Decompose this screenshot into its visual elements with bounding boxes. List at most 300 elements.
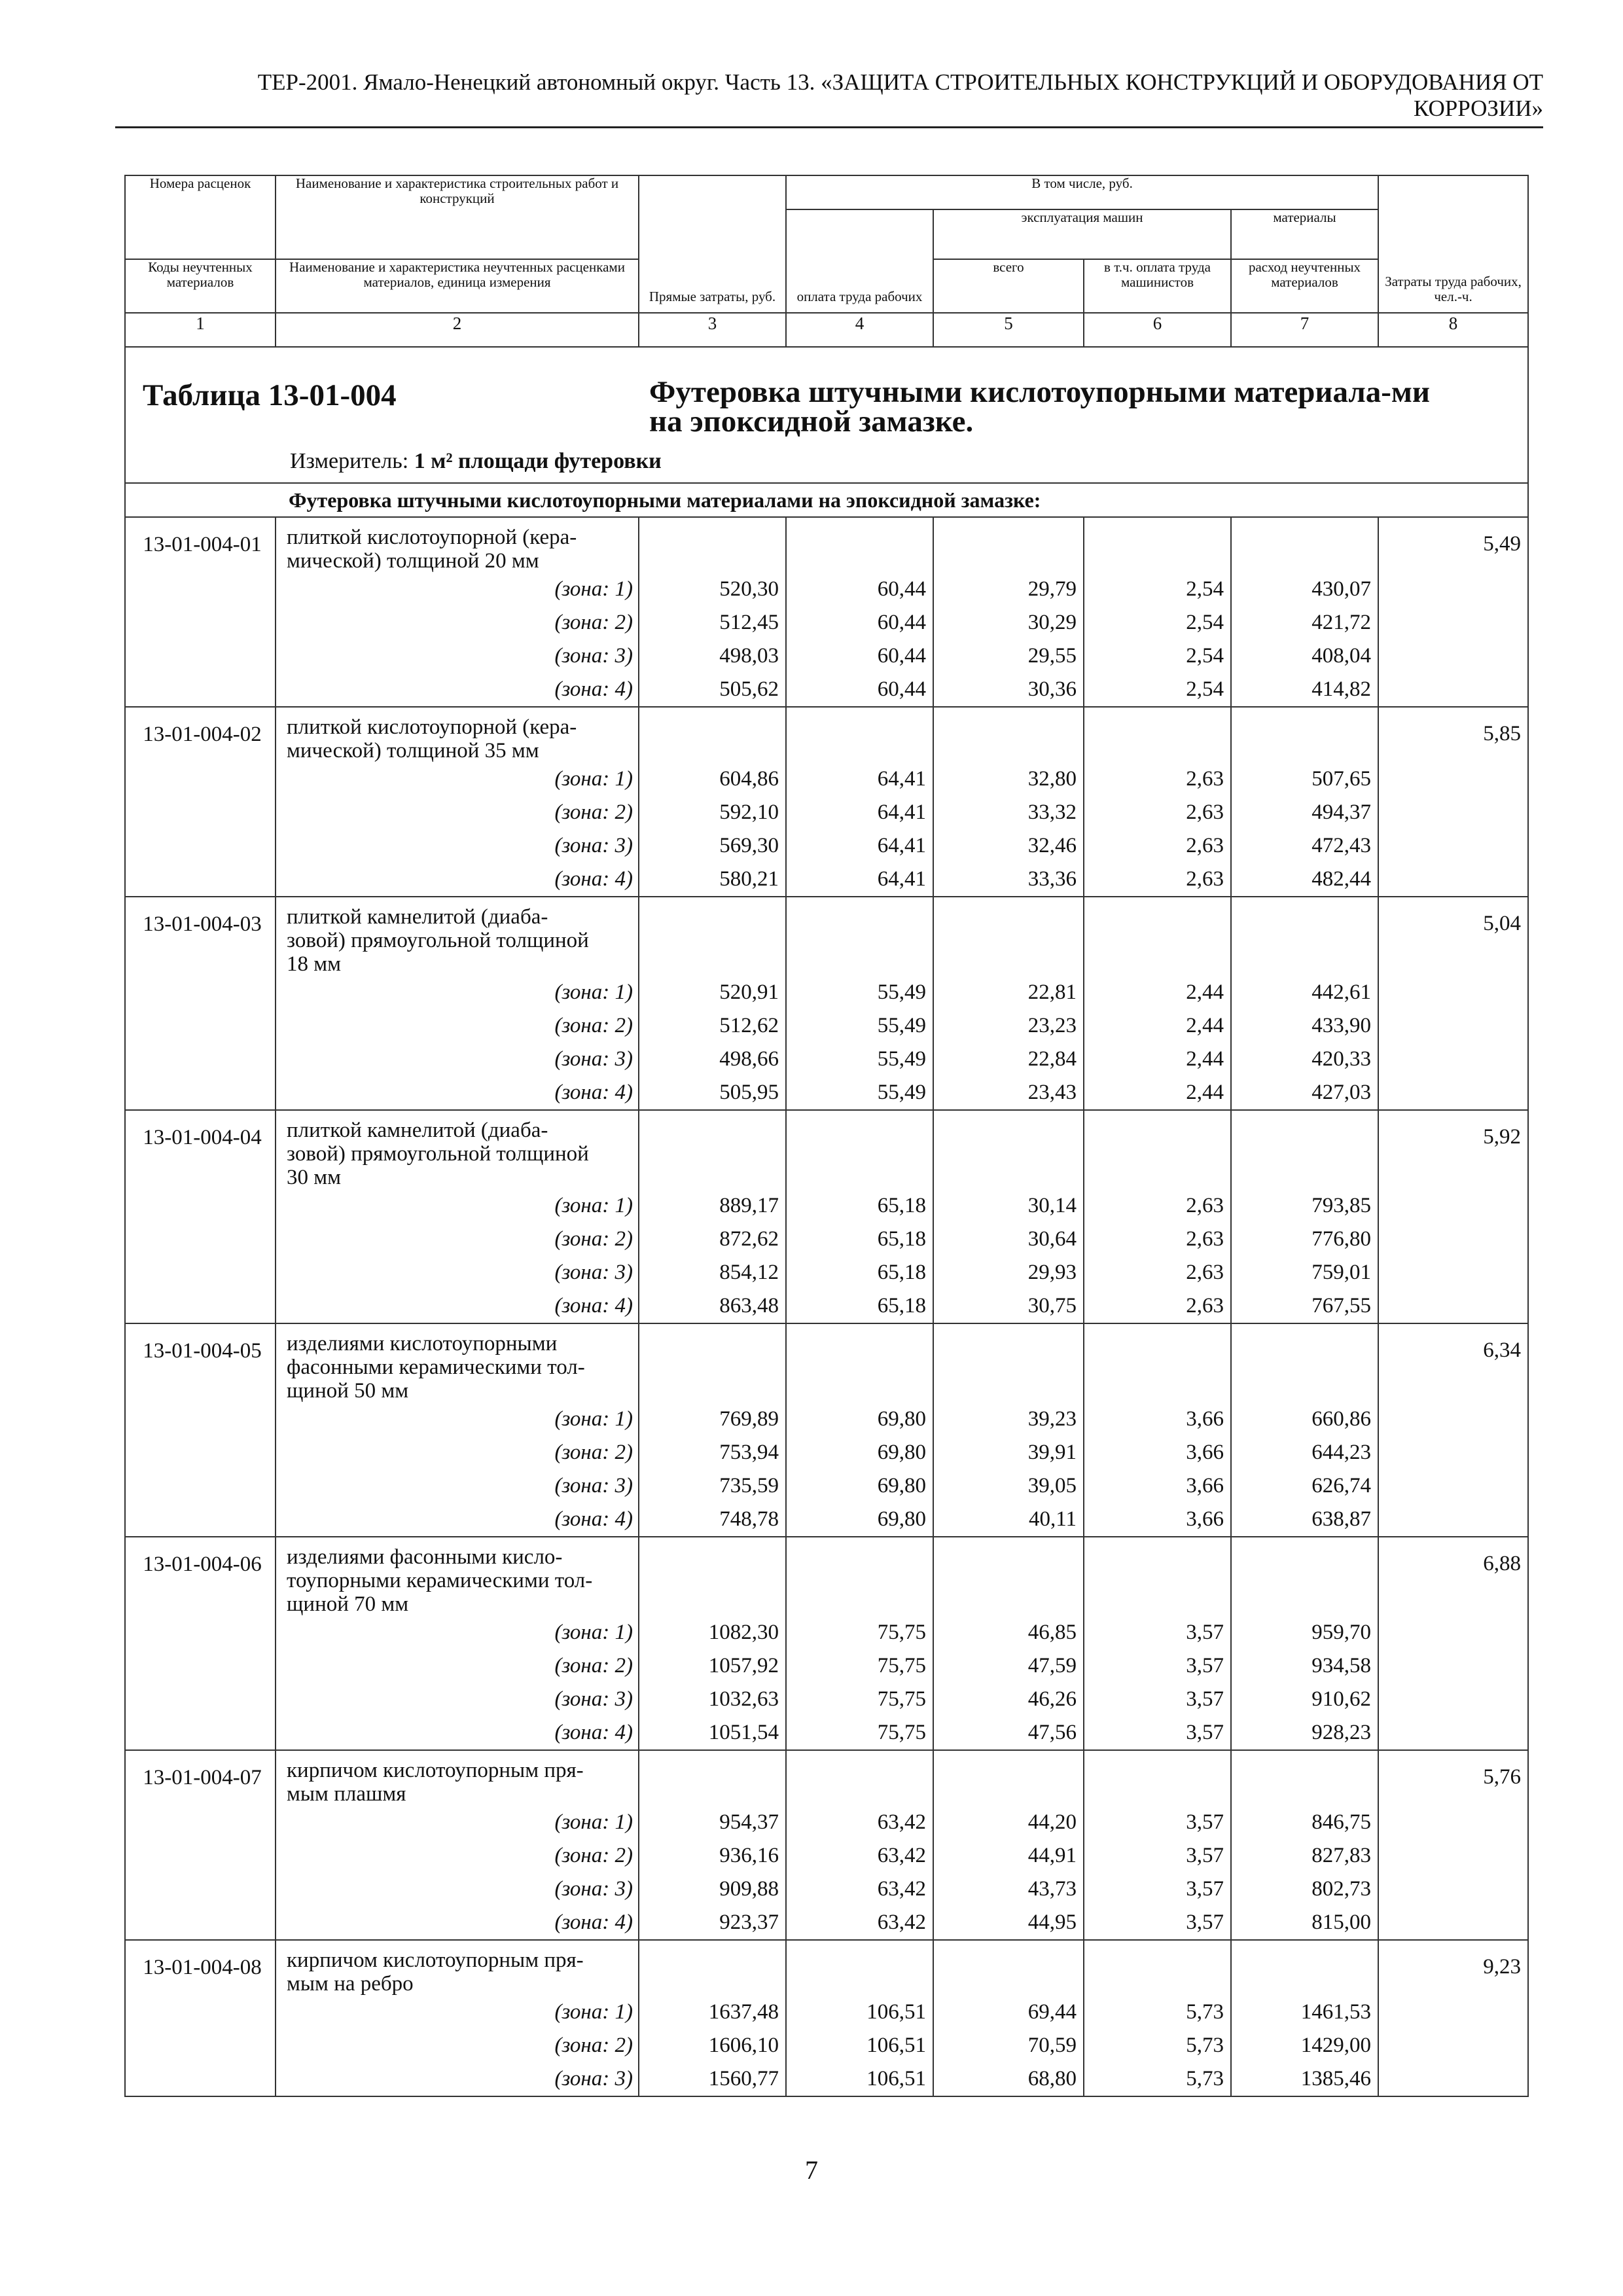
header-rule bbox=[115, 126, 1543, 128]
worker-wage-cell bbox=[786, 1750, 933, 1940]
material-cost: 910,62 bbox=[1311, 1687, 1372, 1711]
description-line: тоупорными керамическими тол- bbox=[287, 1569, 593, 1592]
zone-label: (зона: 2) bbox=[554, 1654, 633, 1677]
machine-cost: 46,26 bbox=[1027, 1687, 1077, 1711]
description-line: изделиями кислотоупорными bbox=[287, 1332, 558, 1355]
material-cost: 430,07 bbox=[1311, 577, 1372, 601]
material-cost-cell bbox=[1231, 1537, 1378, 1750]
direct-cost-cell bbox=[639, 1537, 786, 1750]
description-line: плиткой камнелитой (диаба- bbox=[287, 1119, 548, 1142]
zone-label: (зона: 4) bbox=[554, 1507, 633, 1531]
direct-cost-cell bbox=[639, 517, 786, 707]
worker-wage: 69,80 bbox=[877, 1474, 926, 1498]
rate-code: 13-01-004-05 bbox=[125, 1323, 276, 1537]
rate-description bbox=[276, 517, 639, 707]
section-title: Футеровка штучными кислотоупорными материалами на эпоксидной замазке: bbox=[276, 483, 1528, 517]
worker-wage: 64,41 bbox=[877, 800, 926, 824]
col-number: 2 bbox=[276, 313, 639, 347]
machine-cost: 47,59 bbox=[1027, 1654, 1077, 1677]
material-cost: 1385,46 bbox=[1300, 2067, 1372, 2090]
machinist-wage-cell bbox=[1084, 1110, 1231, 1323]
labor-cost: 9,23 bbox=[1378, 1940, 1528, 2096]
machine-cost: 39,91 bbox=[1027, 1441, 1077, 1464]
worker-wage-cell bbox=[786, 897, 933, 1110]
machinist-wage: 2,54 bbox=[1186, 644, 1224, 668]
labor-cost: 6,34 bbox=[1378, 1323, 1528, 1537]
labor-cost: 5,04 bbox=[1378, 897, 1528, 1110]
description-line: мической) толщиной 20 мм bbox=[287, 549, 539, 573]
material-cost: 638,87 bbox=[1311, 1507, 1372, 1531]
zone-label: (зона: 1) bbox=[554, 577, 633, 601]
direct-cost: 1637,48 bbox=[708, 2000, 779, 2024]
page-header-line1: ТЕР-2001. Ямало-Ненецкий автономный округ. Часть 13. «ЗАЩИТА СТРОИТЕЛЬНЫХ КОНСТРУКЦИЙ И ОБОРУДОВАНИЯ ОТ bbox=[257, 69, 1543, 95]
direct-cost-cell bbox=[639, 1323, 786, 1537]
direct-cost: 604,86 bbox=[719, 767, 779, 791]
direct-cost: 1606,10 bbox=[708, 2034, 779, 2057]
machine-cost: 30,36 bbox=[1027, 677, 1077, 701]
page-number: 7 bbox=[805, 2155, 818, 2185]
head-col8: Затраты труда рабочих, чел.-ч. bbox=[1378, 175, 1528, 313]
machinist-wage-cell bbox=[1084, 707, 1231, 897]
material-cost: 759,01 bbox=[1311, 1261, 1372, 1284]
machine-cost: 30,75 bbox=[1027, 1294, 1077, 1318]
meter-value: 1 м² площади футеровки bbox=[414, 449, 662, 473]
machinist-wage: 2,63 bbox=[1186, 1294, 1224, 1318]
material-cost: 1461,53 bbox=[1300, 2000, 1372, 2024]
worker-wage: 65,18 bbox=[877, 1261, 926, 1284]
machinist-wage: 3,57 bbox=[1186, 1877, 1224, 1901]
zone-label: (зона: 2) bbox=[554, 800, 633, 824]
rate-description bbox=[276, 1537, 639, 1750]
direct-cost: 1082,30 bbox=[708, 1621, 779, 1644]
direct-cost: 498,66 bbox=[719, 1047, 779, 1071]
material-cost: 644,23 bbox=[1311, 1441, 1372, 1464]
machinist-wage-cell bbox=[1084, 1323, 1231, 1537]
labor-cost: 5,92 bbox=[1378, 1110, 1528, 1323]
machine-cost: 32,46 bbox=[1027, 834, 1077, 857]
machinist-wage: 3,66 bbox=[1186, 1407, 1224, 1431]
rate-code: 13-01-004-03 bbox=[125, 897, 276, 1110]
machinist-wage: 2,63 bbox=[1186, 767, 1224, 791]
material-cost: 928,23 bbox=[1311, 1721, 1372, 1744]
col-number: 1 bbox=[125, 313, 276, 347]
material-cost: 846,75 bbox=[1311, 1810, 1372, 1834]
worker-wage: 75,75 bbox=[877, 1687, 926, 1711]
machine-cost-cell bbox=[933, 517, 1084, 707]
description-line: щиной 50 мм bbox=[287, 1379, 409, 1403]
direct-cost: 580,21 bbox=[719, 867, 779, 891]
material-cost: 420,33 bbox=[1311, 1047, 1372, 1071]
worker-wage: 69,80 bbox=[877, 1507, 926, 1531]
machine-cost: 32,80 bbox=[1027, 767, 1077, 791]
direct-cost: 1057,92 bbox=[708, 1654, 779, 1677]
rates-table bbox=[124, 175, 1529, 2097]
zone-label: (зона: 1) bbox=[554, 767, 633, 791]
worker-wage-cell bbox=[786, 1110, 933, 1323]
rate-code: 13-01-004-07 bbox=[125, 1750, 276, 1940]
description-line: 30 мм bbox=[287, 1166, 342, 1189]
col-number: 4 bbox=[786, 313, 933, 347]
direct-cost: 512,45 bbox=[719, 611, 779, 634]
table-number: Таблица 13-01-004 bbox=[143, 378, 397, 412]
machinist-wage: 2,54 bbox=[1186, 611, 1224, 634]
worker-wage: 63,42 bbox=[877, 1810, 926, 1834]
material-cost: 827,83 bbox=[1311, 1844, 1372, 1867]
zone-label: (зона: 3) bbox=[554, 644, 633, 668]
worker-wage: 75,75 bbox=[877, 1621, 926, 1644]
head-machines: эксплуатация машин bbox=[933, 209, 1231, 259]
description-line: фасонными керамическими тол- bbox=[287, 1355, 585, 1379]
head-col6: в т.ч. оплата труда машинистов bbox=[1084, 259, 1231, 313]
material-cost-cell bbox=[1231, 707, 1378, 897]
direct-cost: 954,37 bbox=[719, 1810, 779, 1834]
rate-description bbox=[276, 1940, 639, 2096]
rate-description bbox=[276, 707, 639, 897]
machinist-wage: 2,63 bbox=[1186, 1227, 1224, 1251]
worker-wage-cell bbox=[786, 1940, 933, 2096]
machine-cost-cell bbox=[933, 1537, 1084, 1750]
worker-wage: 55,49 bbox=[877, 980, 926, 1004]
zone-label: (зона: 4) bbox=[554, 1721, 633, 1744]
direct-cost: 735,59 bbox=[719, 1474, 779, 1498]
machinist-wage: 2,63 bbox=[1186, 800, 1224, 824]
col-number: 6 bbox=[1084, 313, 1231, 347]
description-line: кирпичом кислотоупорным пря- bbox=[287, 1759, 584, 1782]
worker-wage: 60,44 bbox=[877, 611, 926, 634]
machinist-wage: 3,57 bbox=[1186, 1621, 1224, 1644]
head-incl: В том числе, руб. bbox=[786, 175, 1378, 209]
zone-label: (зона: 1) bbox=[554, 1810, 633, 1834]
machine-cost: 44,95 bbox=[1027, 1910, 1077, 1934]
machinist-wage: 3,66 bbox=[1186, 1507, 1224, 1531]
description-line: мым плашмя bbox=[287, 1782, 406, 1806]
page-header-line2: КОРРОЗИИ» bbox=[1414, 96, 1543, 121]
col-number: 8 bbox=[1378, 313, 1528, 347]
material-cost: 626,74 bbox=[1311, 1474, 1372, 1498]
machinist-wage: 3,66 bbox=[1186, 1474, 1224, 1498]
direct-cost: 592,10 bbox=[719, 800, 779, 824]
worker-wage: 65,18 bbox=[877, 1294, 926, 1318]
material-cost: 959,70 bbox=[1311, 1621, 1372, 1644]
machine-cost: 44,91 bbox=[1027, 1844, 1077, 1867]
rate-description bbox=[276, 1110, 639, 1323]
material-cost: 408,04 bbox=[1311, 644, 1372, 668]
table-row bbox=[125, 1537, 1528, 1750]
zone-label: (зона: 2) bbox=[554, 1441, 633, 1464]
direct-cost: 1051,54 bbox=[708, 1721, 779, 1744]
description-line: мической) толщиной 35 мм bbox=[287, 739, 539, 762]
zone-label: (зона: 4) bbox=[554, 1910, 633, 1934]
material-cost-cell bbox=[1231, 897, 1378, 1110]
zone-label: (зона: 3) bbox=[554, 834, 633, 857]
material-cost: 793,85 bbox=[1311, 1194, 1372, 1217]
table-title: Футеровка штучными кислотоупорными материала-ми на эпоксидной замазке. bbox=[649, 375, 1431, 439]
machine-cost: 23,23 bbox=[1027, 1014, 1077, 1037]
material-cost-cell bbox=[1231, 1750, 1378, 1940]
worker-wage: 55,49 bbox=[877, 1047, 926, 1071]
worker-wage: 65,18 bbox=[877, 1227, 926, 1251]
head-col2-bottom: Наименование и характеристика неучтенных расценками материалов, единица измерения bbox=[276, 259, 639, 313]
description-line: изделиями фасонными кисло- bbox=[287, 1545, 563, 1569]
worker-wage: 65,18 bbox=[877, 1194, 926, 1217]
machine-cost: 30,29 bbox=[1027, 611, 1077, 634]
zone-label: (зона: 2) bbox=[554, 1227, 633, 1251]
rate-description bbox=[276, 1750, 639, 1940]
table-body bbox=[125, 517, 1528, 2096]
direct-cost: 748,78 bbox=[719, 1507, 779, 1531]
col-number: 5 bbox=[933, 313, 1084, 347]
machine-cost: 23,43 bbox=[1027, 1081, 1077, 1104]
direct-cost: 863,48 bbox=[719, 1294, 779, 1318]
worker-wage-cell bbox=[786, 517, 933, 707]
zone-label: (зона: 3) bbox=[554, 2067, 633, 2090]
machine-cost-cell bbox=[933, 1323, 1084, 1537]
worker-wage: 55,49 bbox=[877, 1014, 926, 1037]
description-line: щиной 70 мм bbox=[287, 1592, 409, 1616]
machine-cost: 68,80 bbox=[1027, 2067, 1077, 2090]
zone-label: (зона: 3) bbox=[554, 1047, 633, 1071]
material-cost: 660,86 bbox=[1311, 1407, 1372, 1431]
direct-cost: 569,30 bbox=[719, 834, 779, 857]
material-cost: 1429,00 bbox=[1300, 2034, 1372, 2057]
direct-cost: 512,62 bbox=[719, 1014, 779, 1037]
zone-label: (зона: 1) bbox=[554, 1621, 633, 1644]
labor-cost: 6,88 bbox=[1378, 1537, 1528, 1750]
machinist-wage: 3,57 bbox=[1186, 1654, 1224, 1677]
direct-cost: 520,91 bbox=[719, 980, 779, 1004]
description-line: зовой) прямоугольной толщиной bbox=[287, 1142, 589, 1166]
zone-label: (зона: 1) bbox=[554, 1407, 633, 1431]
material-cost: 494,37 bbox=[1311, 800, 1372, 824]
machine-cost-cell bbox=[933, 897, 1084, 1110]
meter bbox=[290, 449, 662, 474]
description-line: зовой) прямоугольной толщиной bbox=[287, 929, 589, 952]
table-row bbox=[125, 1323, 1528, 1537]
machine-cost: 30,64 bbox=[1027, 1227, 1077, 1251]
material-cost: 776,80 bbox=[1311, 1227, 1372, 1251]
direct-cost-cell bbox=[639, 1110, 786, 1323]
machinist-wage: 5,73 bbox=[1186, 2034, 1224, 2057]
machinist-wage: 3,66 bbox=[1186, 1441, 1224, 1464]
direct-cost: 1032,63 bbox=[708, 1687, 779, 1711]
head-col5: всего bbox=[933, 259, 1084, 313]
labor-cost: 5,85 bbox=[1378, 707, 1528, 897]
zone-label: (зона: 3) bbox=[554, 1474, 633, 1498]
zone-label: (зона: 3) bbox=[554, 1877, 633, 1901]
zone-label: (зона: 1) bbox=[554, 980, 633, 1004]
direct-cost-cell bbox=[639, 1940, 786, 2096]
material-cost: 433,90 bbox=[1311, 1014, 1372, 1037]
worker-wage: 64,41 bbox=[877, 767, 926, 791]
table-title-block bbox=[126, 348, 1527, 482]
machine-cost-cell bbox=[933, 1940, 1084, 2096]
direct-cost: 872,62 bbox=[719, 1227, 779, 1251]
machine-cost: 44,20 bbox=[1027, 1810, 1077, 1834]
table-row bbox=[125, 1750, 1528, 1940]
machinist-wage: 5,73 bbox=[1186, 2067, 1224, 2090]
machinist-wage: 2,63 bbox=[1186, 867, 1224, 891]
material-cost: 815,00 bbox=[1311, 1910, 1372, 1934]
zone-label: (зона: 3) bbox=[554, 1261, 633, 1284]
head-col3: Прямые затраты, руб. bbox=[639, 175, 786, 313]
machine-cost: 47,56 bbox=[1027, 1721, 1077, 1744]
material-cost: 442,61 bbox=[1311, 980, 1372, 1004]
rate-code: 13-01-004-04 bbox=[125, 1110, 276, 1323]
direct-cost-cell bbox=[639, 1750, 786, 1940]
machine-cost: 29,79 bbox=[1027, 577, 1077, 601]
machinist-wage: 3,57 bbox=[1186, 1687, 1224, 1711]
material-cost: 934,58 bbox=[1311, 1654, 1372, 1677]
description-line: мым на ребро bbox=[287, 1972, 414, 1996]
machinist-wage: 2,63 bbox=[1186, 834, 1224, 857]
machinist-wage: 3,57 bbox=[1186, 1810, 1224, 1834]
machinist-wage: 2,44 bbox=[1186, 980, 1224, 1004]
description-line: плиткой камнелитой (диаба- bbox=[287, 905, 548, 929]
machine-cost: 40,11 bbox=[1028, 1507, 1077, 1531]
head-col7: расход неучтенных материалов bbox=[1231, 259, 1378, 313]
machinist-wage: 3,57 bbox=[1186, 1844, 1224, 1867]
material-cost-cell bbox=[1231, 517, 1378, 707]
direct-cost: 889,17 bbox=[719, 1194, 779, 1217]
machine-cost: 70,59 bbox=[1027, 2034, 1077, 2057]
material-cost: 427,03 bbox=[1311, 1081, 1372, 1104]
direct-cost: 923,37 bbox=[719, 1910, 779, 1934]
machinist-wage: 2,63 bbox=[1186, 1194, 1224, 1217]
head-col2-top: Наименование и характеристика строительных работ и конструкций bbox=[276, 175, 639, 259]
worker-wage: 60,44 bbox=[877, 677, 926, 701]
zone-label: (зона: 3) bbox=[554, 1687, 633, 1711]
direct-cost: 1560,77 bbox=[708, 2067, 779, 2090]
direct-cost: 854,12 bbox=[719, 1261, 779, 1284]
machinist-wage: 5,73 bbox=[1186, 2000, 1224, 2024]
machinist-wage: 2,44 bbox=[1186, 1081, 1224, 1104]
machinist-wage: 2,44 bbox=[1186, 1047, 1224, 1071]
direct-cost: 909,88 bbox=[719, 1877, 779, 1901]
description-line: плиткой кислотоупорной (кера- bbox=[287, 526, 577, 549]
rate-code: 13-01-004-06 bbox=[125, 1537, 276, 1750]
table-row bbox=[125, 897, 1528, 1110]
zone-label: (зона: 2) bbox=[554, 2034, 633, 2057]
head-materials: материалы bbox=[1231, 209, 1378, 259]
material-cost: 482,44 bbox=[1311, 867, 1372, 891]
zone-label: (зона: 2) bbox=[554, 1844, 633, 1867]
labor-cost: 5,49 bbox=[1378, 517, 1528, 707]
worker-wage: 63,42 bbox=[877, 1877, 926, 1901]
material-cost: 421,72 bbox=[1311, 611, 1372, 634]
worker-wage-cell bbox=[786, 1323, 933, 1537]
rate-code: 13-01-004-01 bbox=[125, 517, 276, 707]
material-cost-cell bbox=[1231, 1323, 1378, 1537]
worker-wage: 60,44 bbox=[877, 644, 926, 668]
machinist-wage-cell bbox=[1084, 517, 1231, 707]
direct-cost: 505,95 bbox=[719, 1081, 779, 1104]
table-header bbox=[125, 175, 1528, 517]
direct-cost-cell bbox=[639, 707, 786, 897]
direct-cost: 936,16 bbox=[719, 1844, 779, 1867]
worker-wage: 64,41 bbox=[877, 867, 926, 891]
table-row bbox=[125, 707, 1528, 897]
material-cost: 802,73 bbox=[1311, 1877, 1372, 1901]
worker-wage: 63,42 bbox=[877, 1910, 926, 1934]
machine-cost: 39,23 bbox=[1027, 1407, 1077, 1431]
direct-cost: 520,30 bbox=[719, 577, 779, 601]
head-col1-bottom: Коды неучтенных материалов bbox=[125, 259, 276, 313]
machine-cost: 22,84 bbox=[1027, 1047, 1077, 1071]
description-line: кирпичом кислотоупорным пря- bbox=[287, 1948, 584, 1972]
direct-cost-cell bbox=[639, 897, 786, 1110]
worker-wage: 75,75 bbox=[877, 1654, 926, 1677]
machinist-wage: 2,63 bbox=[1186, 1261, 1224, 1284]
worker-wage: 55,49 bbox=[877, 1081, 926, 1104]
worker-wage: 69,80 bbox=[877, 1407, 926, 1431]
machinist-wage-cell bbox=[1084, 1537, 1231, 1750]
machine-cost-cell bbox=[933, 1750, 1084, 1940]
machinist-wage: 2,54 bbox=[1186, 577, 1224, 601]
machine-cost: 46,85 bbox=[1027, 1621, 1077, 1644]
worker-wage-cell bbox=[786, 707, 933, 897]
rate-code: 13-01-004-02 bbox=[125, 707, 276, 897]
machinist-wage-cell bbox=[1084, 897, 1231, 1110]
worker-wage: 106,51 bbox=[866, 2067, 926, 2090]
direct-cost: 498,03 bbox=[719, 644, 779, 668]
col-number: 7 bbox=[1231, 313, 1378, 347]
table-row bbox=[125, 1940, 1528, 2096]
machine-cost-cell bbox=[933, 1110, 1084, 1323]
machine-cost: 33,32 bbox=[1027, 800, 1077, 824]
zone-label: (зона: 2) bbox=[554, 1014, 633, 1037]
worker-wage: 75,75 bbox=[877, 1721, 926, 1744]
machinist-wage-cell bbox=[1084, 1750, 1231, 1940]
machine-cost: 69,44 bbox=[1027, 2000, 1077, 2024]
description-line: плиткой кислотоупорной (кера- bbox=[287, 715, 577, 739]
worker-wage-cell bbox=[786, 1537, 933, 1750]
description-line: 18 мм bbox=[287, 952, 342, 976]
rate-code: 13-01-004-08 bbox=[125, 1940, 276, 2096]
worker-wage: 63,42 bbox=[877, 1844, 926, 1867]
machine-cost: 29,93 bbox=[1027, 1261, 1077, 1284]
worker-wage: 60,44 bbox=[877, 577, 926, 601]
page-header bbox=[115, 69, 1543, 122]
col-number: 3 bbox=[639, 313, 786, 347]
rate-description bbox=[276, 1323, 639, 1537]
table-row bbox=[125, 1110, 1528, 1323]
zone-label: (зона: 2) bbox=[554, 611, 633, 634]
material-cost: 767,55 bbox=[1311, 1294, 1372, 1318]
zone-label: (зона: 1) bbox=[554, 2000, 633, 2024]
table-row bbox=[125, 517, 1528, 707]
zone-label: (зона: 4) bbox=[554, 677, 633, 701]
machinist-wage-cell bbox=[1084, 1940, 1231, 2096]
material-cost: 472,43 bbox=[1311, 834, 1372, 857]
direct-cost: 769,89 bbox=[719, 1407, 779, 1431]
zone-label: (зона: 1) bbox=[554, 1194, 633, 1217]
machinist-wage: 3,57 bbox=[1186, 1910, 1224, 1934]
worker-wage: 69,80 bbox=[877, 1441, 926, 1464]
worker-wage: 106,51 bbox=[866, 2034, 926, 2057]
zone-label: (зона: 4) bbox=[554, 1294, 633, 1318]
head-col1-top: Номера расценок bbox=[125, 175, 276, 259]
machinist-wage: 2,44 bbox=[1186, 1014, 1224, 1037]
machine-cost: 29,55 bbox=[1027, 644, 1077, 668]
direct-cost: 505,62 bbox=[719, 677, 779, 701]
rate-description bbox=[276, 897, 639, 1110]
machine-cost-cell bbox=[933, 707, 1084, 897]
worker-wage: 106,51 bbox=[866, 2000, 926, 2024]
material-cost: 507,65 bbox=[1311, 767, 1372, 791]
head-col4: оплата труда рабочих bbox=[786, 209, 933, 313]
labor-cost: 5,76 bbox=[1378, 1750, 1528, 1940]
material-cost-cell bbox=[1231, 1940, 1378, 2096]
